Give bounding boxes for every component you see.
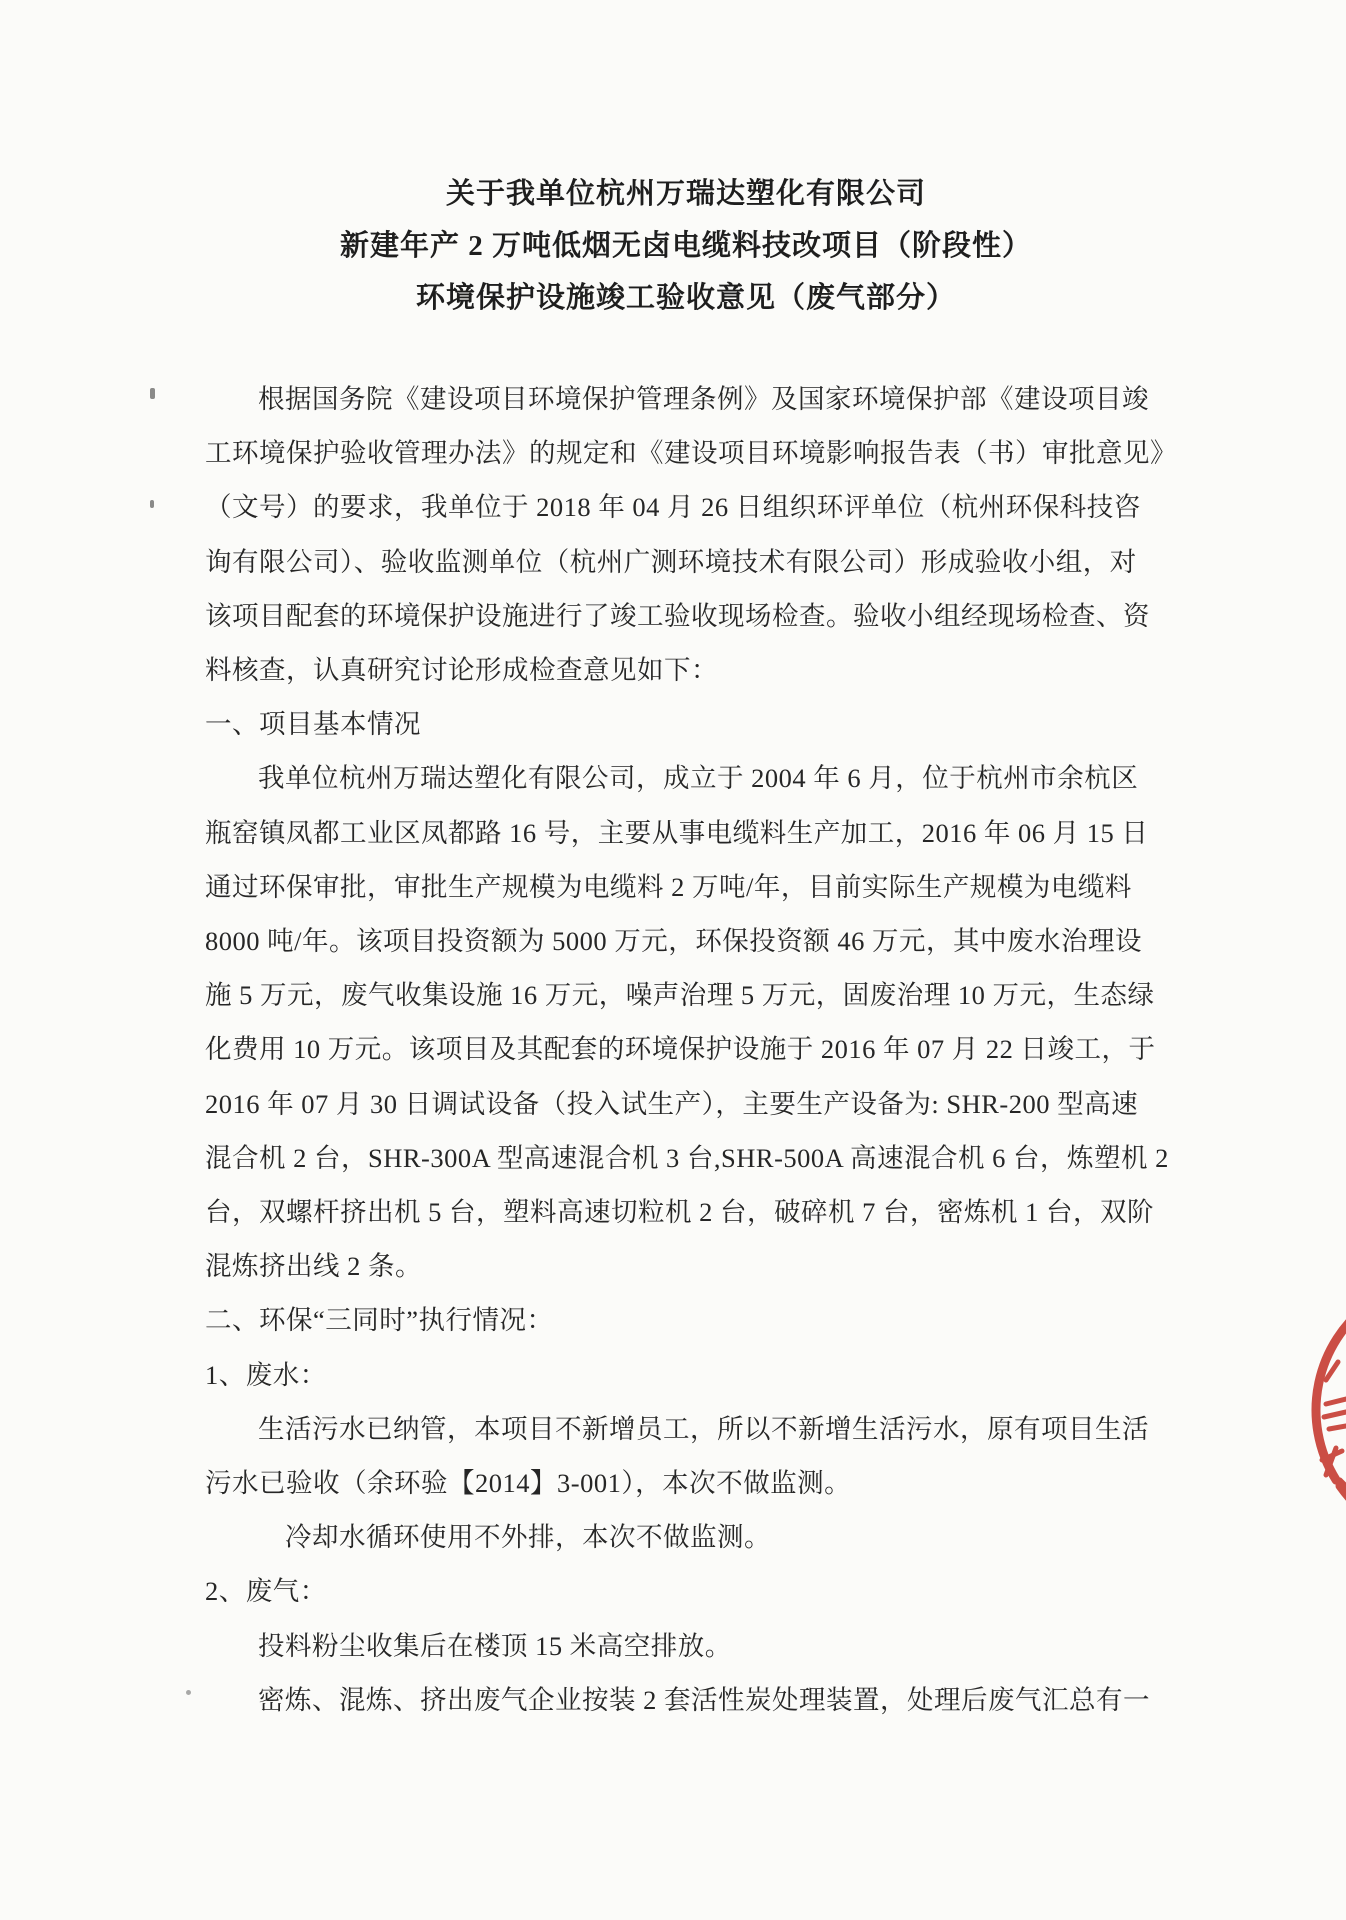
body-line: 根据国务院《建设项目环境保护管理条例》及国家环境保护部《建设项目竣	[258, 384, 1149, 414]
body-line: 2016 年 07 月 30 日调试设备（投入试生产），主要生产设备为: SHR-200 型高速	[205, 1088, 1139, 1119]
document-title-line-2: 新建年产 2 万吨低烟无卤电缆料技改项目（阶段性）	[339, 230, 1032, 262]
body-line: 冷却水循环使用不外排，本次不做监测。	[285, 1522, 771, 1553]
scan-artifact	[186, 1690, 191, 1695]
subsection-heading-wastegas: 2、废气：	[205, 1576, 327, 1607]
section-heading-1: 一、项目基本情况	[205, 709, 421, 740]
body-line: 料核查，认真研究讨论形成检查意见如下：	[205, 655, 718, 686]
body-line: 施 5 万元，废气收集设施 16 万元，噪声治理 5 万元，固废治理 10 万元，生态绿	[205, 980, 1155, 1011]
body-line: 化费用 10 万元。该项目及其配套的环境保护设施于 2016 年 07 月 22 日竣工，于	[205, 1034, 1156, 1065]
body-line: 8000 吨/年。该项目投资额为 5000 万元，环保投资额 46 万元，其中废水治理设	[205, 926, 1142, 957]
official-seal	[1296, 1310, 1346, 1520]
body-line: 工环境保护验收管理办法》的规定和《建设项目环境影响报告表（书）审批意见》	[205, 438, 1177, 469]
body-line: 混炼挤出线 2 条。	[205, 1251, 422, 1282]
body-line: 通过环保审批，审批生产规模为电缆料 2 万吨/年，目前实际生产规模为电缆料	[205, 871, 1132, 902]
body-line: 台，双螺杆挤出机 5 台，塑料高速切粒机 2 台，破碎机 7 台，密炼机 1 台，双阶	[205, 1197, 1154, 1228]
document-title-line-1: 关于我单位杭州万瑞达塑化有限公司	[445, 178, 926, 210]
document-title-line-3: 环境保护设施竣工验收意见（废气部分）	[415, 282, 956, 314]
body-line: （文号）的要求，我单位于 2018 年 04 月 26 日组织环评单位（杭州环保科技咨	[205, 492, 1141, 523]
body-line: 询有限公司）、验收监测单位（杭州广测环境技术有限公司）形成验收小组，对	[205, 546, 1137, 577]
body-line: 投料粉尘收集后在楼顶 15 米高空排放。	[258, 1630, 732, 1661]
document-body	[205, 372, 1177, 1727]
body-line: 该项目配套的环境保护设施进行了竣工验收现场检查。验收小组经现场检查、资	[205, 600, 1150, 631]
document-content	[205, 168, 1177, 1727]
subsection-heading-wastewater: 1、废水：	[205, 1359, 327, 1390]
body-line: 生活污水已纳管，本项目不新增员工，所以不新增生活污水，原有项目生活	[258, 1413, 1149, 1444]
body-line: 瓶窑镇凤都工业区凤都路 16 号，主要从事电缆料生产加工，2016 年 06 月 15 日	[205, 817, 1149, 848]
scan-artifact	[150, 388, 155, 399]
scan-artifact	[150, 500, 154, 508]
body-line: 密炼、混炼、挤出废气企业按装 2 套活性炭处理装置，处理后废气汇总有一	[258, 1684, 1150, 1715]
section-heading-2: 二、环保“三同时”执行情况：	[205, 1305, 554, 1336]
body-line: 我单位杭州万瑞达塑化有限公司，成立于 2004 年 6 月，位于杭州市余杭区	[258, 763, 1139, 794]
body-line: 污水已验收（余环验【2014】3-001），本次不做监测。	[205, 1468, 852, 1499]
body-line: 混合机 2 台，SHR-300A 型高速混合机 3 台,SHR-500A 高速混合机 6 台，炼塑机 2	[205, 1142, 1169, 1173]
